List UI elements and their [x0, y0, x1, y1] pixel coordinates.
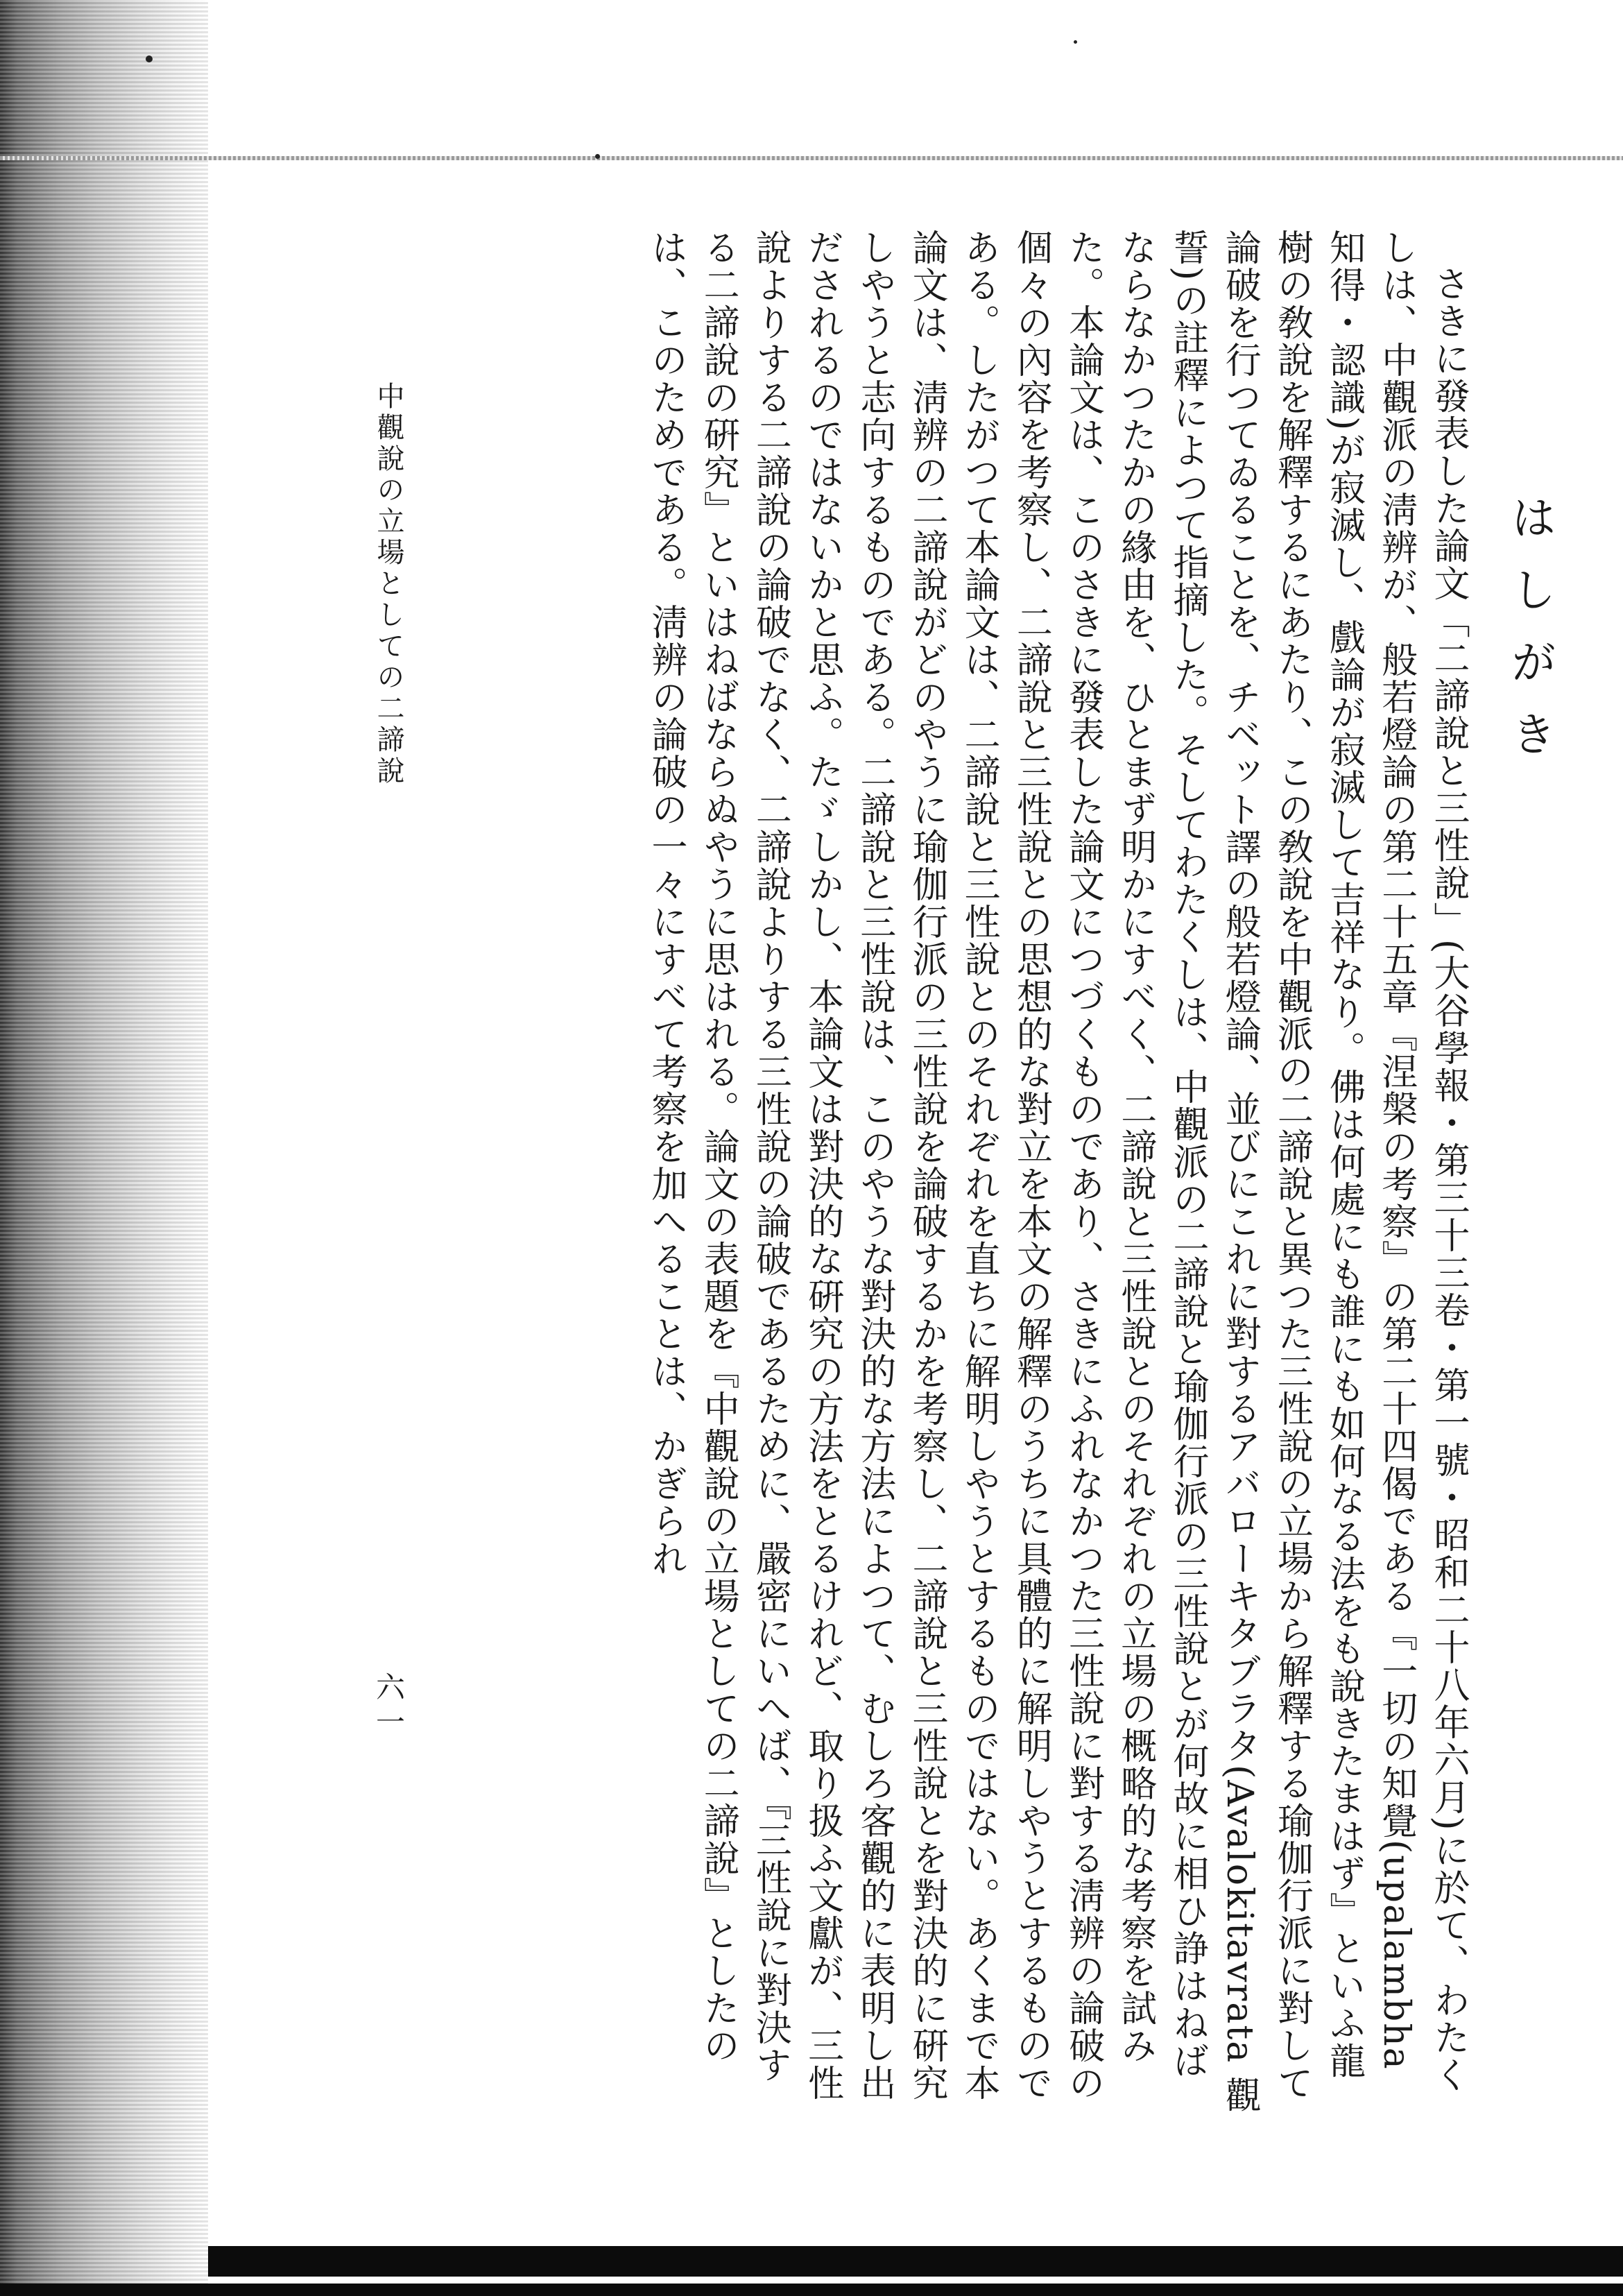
dust-speck	[595, 154, 600, 159]
paragraph: さきに發表した論文「二諦說と三性說」(大谷學報・第三十三卷・第一號・昭和二十八年六月)に於て、わたくしは、中觀派の淸辨が、般若燈論の第二十五章『涅槃の考察』の第二十四偈である『一切の知覺(upalambha 知得・認識)が寂滅し、戲論が寂滅して吉祥なり。佛は何處にも誰にも如何なる法をも說きたまはず』といふ龍樹の敎說を解釋するにあたり、この敎說を中觀派の二諦說と異つた三性說の立場から解釋する瑜伽行派に對して論破を行つてゐることを、チベット譯の般若燈論、並びにこれに對するアバローキタブラタ(Avalokitavrata 觀誓)の註釋によつて指摘した。そしてわたくしは、中觀派の二諦說と瑜伽行派の三性說とが何故に相ひ諍はねばならなかつたかの緣由を、ひとまず明かにすべく、二諦說と三性說とのそれぞれの立場の概略的な考察を試みた。本論文は、このさきに發表した論文につづくものであり、さきにふれなかつた三性說に對する淸辨の論破の個々の內容を考察し、二諦說と三性說との思想的な對立を本文の解釋のうちに具體的に解明しやうとするものである。したがつて本論文は、二諦說と三性說とのそれぞれを直ちに解明しやうとするものではない。あくまで本論文は、淸辨の二諦說がどのやうに瑜伽行派の三性說を論破するかを考察し、二諦說と三性說とを對決的に硏究しやうと志向するものである。二諦說と三性說は、このやうな對決的な方法によつて、むしろ客觀的に表明し出だされるのではないかと思ふ。たゞしかし、本論文は對決的な硏究の方法をとるけれど、取り扱ふ文獻が、三性說よりする二諦說の論破でなく、二諦說よりする三性說の論破であるために、嚴密にいへば、『三性說に對決する二諦說の硏究』といはねばならぬやうに思はれる。論文の表題を『中觀說の立場としての二諦說』としたのは、このためである。淸辨の論破の一々にすべて考察を加へることは、かぎられ	[644, 229, 1469, 2114]
dust-speck	[1074, 40, 1077, 44]
body-text	[430, 229, 1474, 2116]
scan-bottom-strip	[0, 2284, 1623, 2296]
running-head: 中觀說の立場としての二諦說	[372, 382, 404, 787]
page-number: 六一	[372, 1672, 406, 1741]
dust-speck	[146, 55, 153, 62]
scan-shadow	[0, 0, 208, 2296]
scan-artifact-line	[0, 156, 1623, 160]
scan-bottom-bar	[208, 2246, 1623, 2277]
page-title: はしがき	[1503, 494, 1556, 782]
